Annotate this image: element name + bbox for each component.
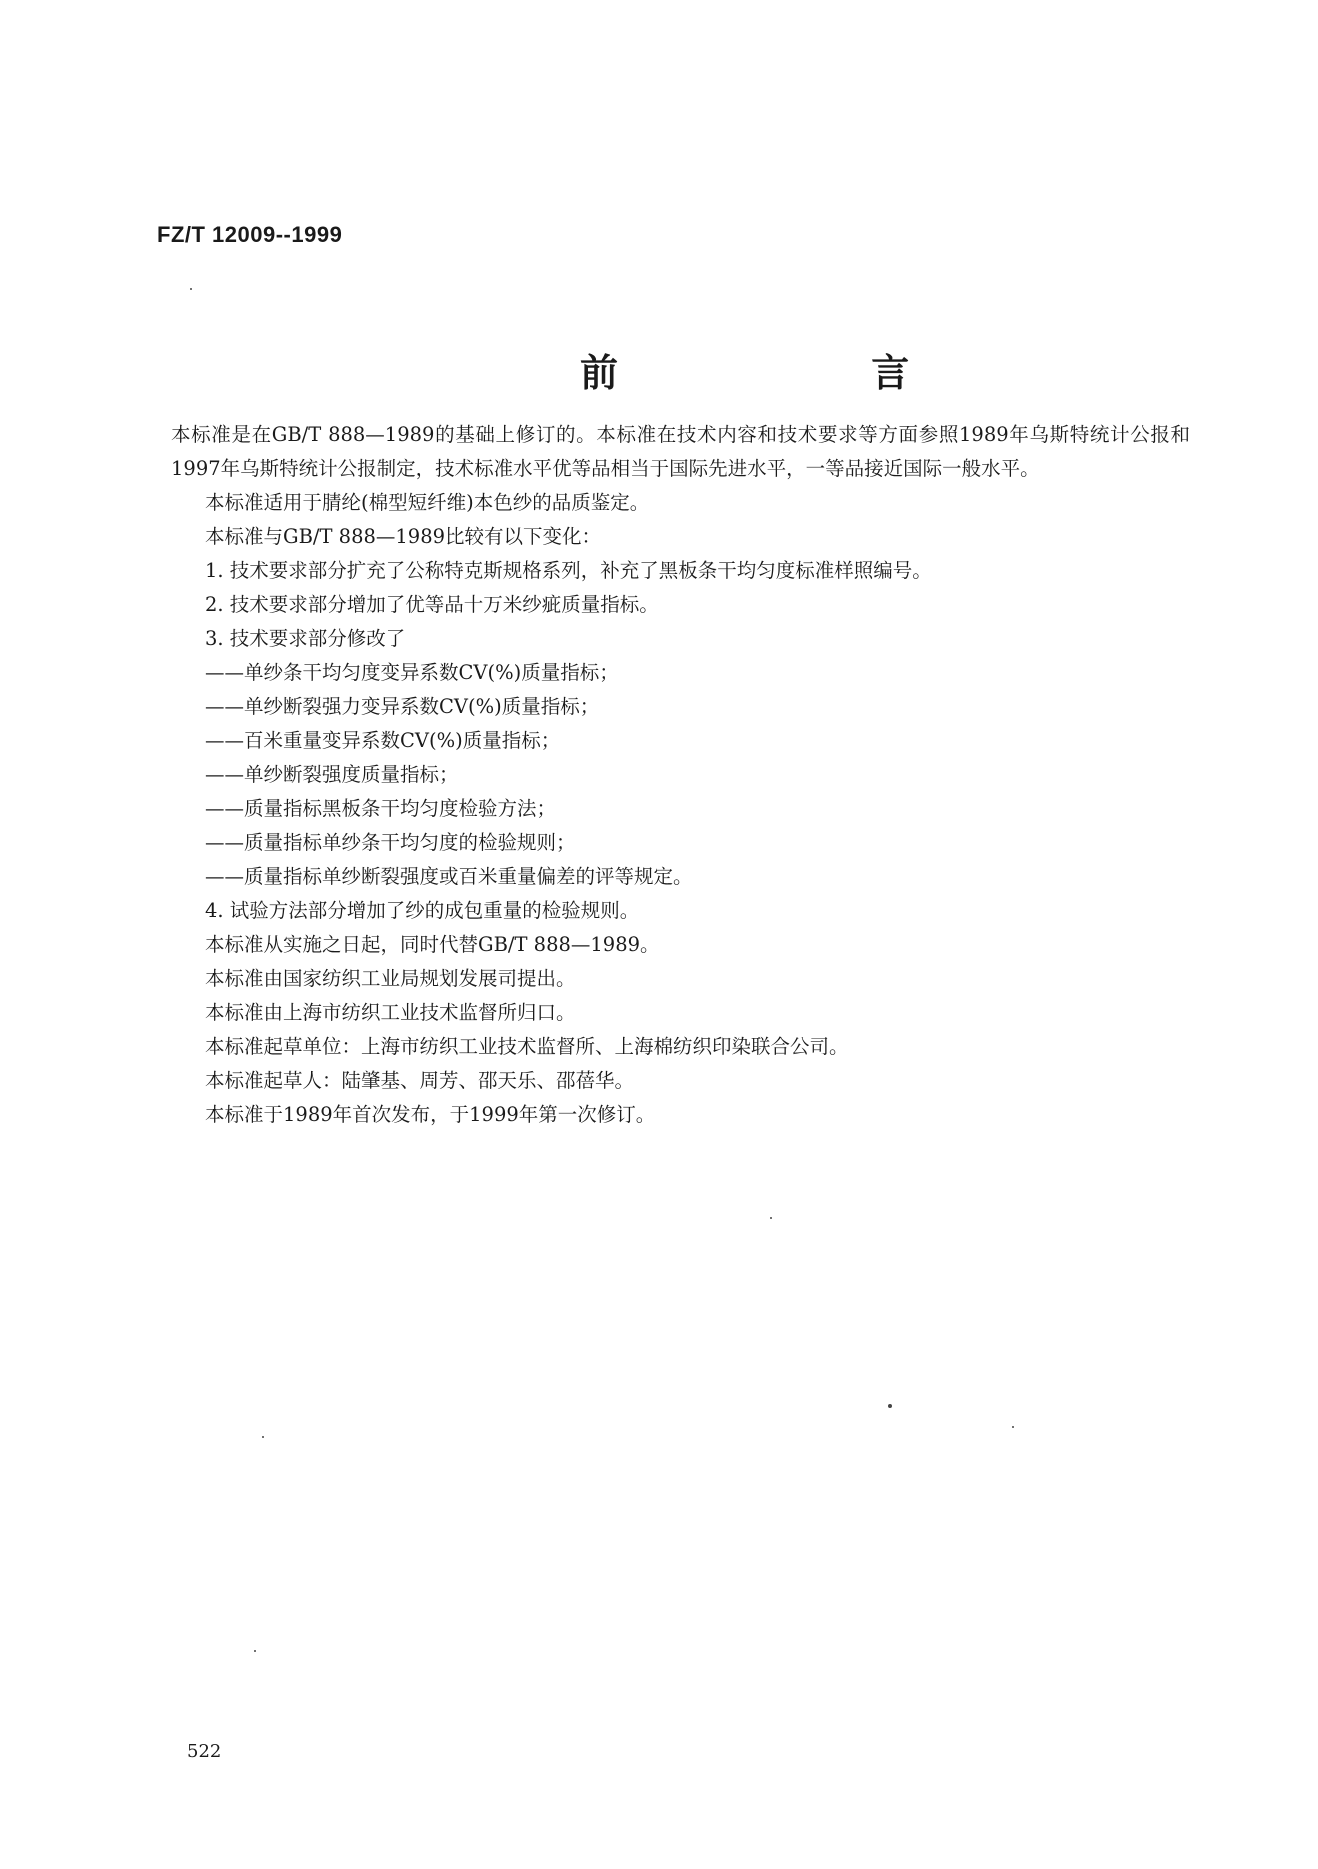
scan-speck <box>1012 1426 1014 1428</box>
paragraph-basis: 本标准是在GB/T 888—1989的基础上修订的。本标准在技术内容和技术要求等方面参照1989年乌斯特统计公报和1997年乌斯特统计公报制定，技术标准水平优等品相当于国际先进水平，一等品接近国际一般水平。 <box>171 423 1190 480</box>
scan-speck <box>770 1217 772 1219</box>
paragraph-drafting-units: 本标准起草单位：上海市纺织工业技术监督所、上海棉纺织印染联合公司。 <box>205 1035 849 1058</box>
change-item-2: 2. 技术要求部分增加了优等品十万米纱疵质量指标。 <box>205 593 659 616</box>
standard-code: FZ/T 12009--1999 <box>157 222 343 247</box>
dash-item: ——质量指标单纱条干均匀度的检验规则； <box>205 831 576 854</box>
dash-item: ——单纱断裂强力变异系数CV(%)质量指标； <box>205 695 600 718</box>
page-title: 前 言 <box>580 350 1030 395</box>
change-item-3: 3. 技术要求部分修改了 <box>205 627 406 650</box>
scan-speck <box>190 288 192 290</box>
paragraph-changes-intro: 本标准与GB/T 888—1989比较有以下变化： <box>205 525 602 548</box>
dash-item: ——单纱条干均匀度变异系数CV(%)质量指标； <box>205 661 619 684</box>
dash-item: ——单纱断裂强度质量指标； <box>205 763 459 786</box>
dash-item: ——质量指标单纱断裂强度或百米重量偏差的评等规定。 <box>205 865 693 888</box>
paragraph-administrator: 本标准由上海市纺织工业技术监督所归口。 <box>205 1001 576 1024</box>
paragraph-proposer: 本标准由国家纺织工业局规划发展司提出。 <box>205 967 576 990</box>
scan-speck <box>888 1404 892 1408</box>
page-number: 522 <box>187 1741 222 1762</box>
document-body <box>171 418 1190 1132</box>
paragraph-replacement: 本标准从实施之日起，同时代替GB/T 888—1989。 <box>205 933 660 956</box>
paragraph-scope: 本标准适用于腈纶(棉型短纤维)本色纱的品质鉴定。 <box>205 491 650 514</box>
dash-item: ——百米重量变异系数CV(%)质量指标； <box>205 729 561 752</box>
paragraph-history: 本标准于1989年首次发布，于1999年第一次修订。 <box>205 1103 656 1126</box>
change-item-4: 4. 试验方法部分增加了纱的成包重量的检验规则。 <box>205 899 640 922</box>
paragraph-drafters: 本标准起草人：陆肇基、周芳、邵天乐、邵蓓华。 <box>205 1069 635 1092</box>
scan-speck <box>262 1436 264 1438</box>
scan-speck <box>254 1650 256 1652</box>
change-item-1: 1. 技术要求部分扩充了公称特克斯规格系列，补充了黑板条干均匀度标准样照编号。 <box>205 559 932 582</box>
dash-item: ——质量指标黑板条干均匀度检验方法； <box>205 797 557 820</box>
